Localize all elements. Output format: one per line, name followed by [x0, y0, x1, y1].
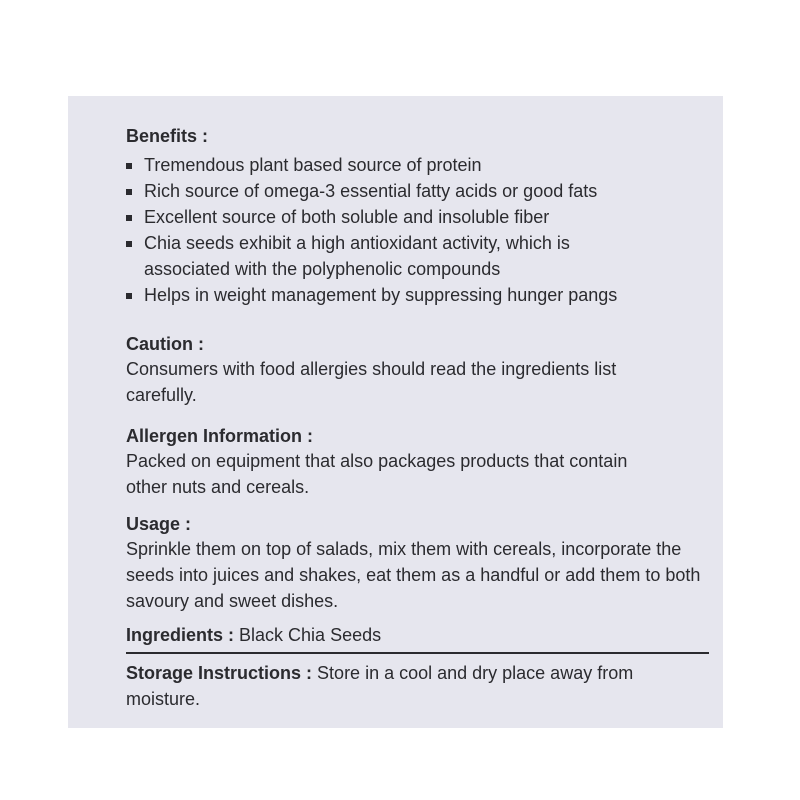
benefit-text: Helps in weight management by suppressing hunger pangs [144, 285, 618, 305]
allergen-text: Packed on equipment that also packages products that contain other nuts and cereals. [126, 451, 628, 497]
benefits-list [126, 152, 703, 308]
list-item [126, 204, 703, 230]
allergen-heading: Allergen Information : [126, 426, 314, 446]
storage-heading: Storage Instructions : [126, 663, 313, 683]
bullet-icon [126, 215, 132, 221]
benefit-text: Tremendous plant based source of protein [144, 155, 482, 175]
list-item [126, 282, 703, 308]
bullet-icon [126, 293, 132, 299]
usage-text: Sprinkle them on top of salads, mix them with cereals, incorporate the seeds into juices and shakes, eat them as a handful or add them to both savoury and sweet dishes. [126, 539, 701, 611]
benefit-text: Rich source of omega-3 essential fatty acids or good fats [144, 181, 598, 201]
allergen-section [126, 424, 703, 500]
product-label-card [68, 96, 723, 728]
list-item [126, 230, 703, 282]
bullet-icon [126, 163, 132, 169]
caution-text: Consumers with food allergies should read the ingredients list carefully. [126, 359, 617, 405]
ingredients-text: Black Chia Seeds [239, 625, 382, 645]
list-item [126, 152, 703, 178]
usage-heading: Usage : [126, 514, 192, 534]
usage-section [126, 512, 703, 614]
caution-heading: Caution : [126, 334, 204, 354]
ingredients-section [126, 622, 703, 648]
benefits-section [126, 124, 703, 308]
storage-text: Store in a cool and dry place away from moisture. [126, 663, 634, 709]
benefit-text: Chia seeds exhibit a high antioxidant activity, which is associated with the polyphenolic compounds [144, 233, 570, 279]
list-item [126, 178, 703, 204]
bullet-icon [126, 241, 132, 247]
divider-line [126, 652, 709, 654]
bullet-icon [126, 189, 132, 195]
caution-section [126, 332, 703, 408]
ingredients-heading: Ingredients : [126, 625, 235, 645]
storage-section [126, 660, 703, 712]
benefit-text: Excellent source of both soluble and insoluble fiber [144, 207, 550, 227]
benefits-heading: Benefits : [126, 126, 209, 146]
